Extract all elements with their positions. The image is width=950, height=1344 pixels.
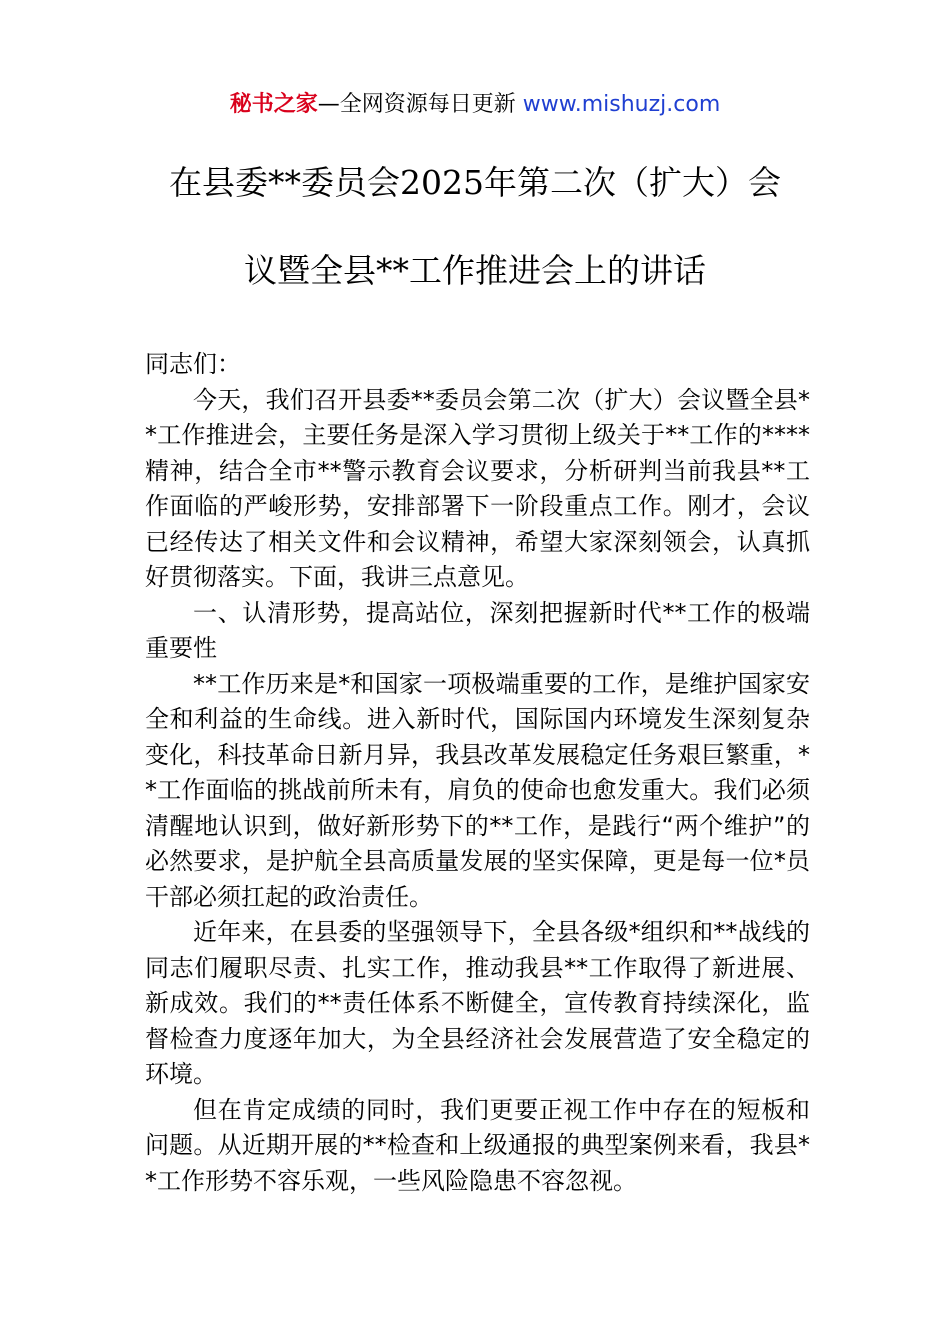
document-title-line-2: 议暨全县**工作推进会上的讲话 bbox=[244, 251, 706, 290]
document-body bbox=[145, 347, 810, 1199]
paragraph-achievements: 近年来，在县委的坚强领导下，全县各级*组织和**战线的同志们履职尽责、扎实工作，推动我县**工作取得了新进展、新成效。我们的**责任体系不断健全，宣传教育持续深化，监督检查力度逐年加大，为全县经济社会发展营造了安全稳定的环境。 bbox=[145, 918, 810, 1088]
document-title bbox=[100, 158, 850, 334]
salutation: 同志们： bbox=[145, 350, 241, 378]
site-header bbox=[0, 88, 950, 122]
paragraph-importance: **工作历来是*和国家一项极端重要的工作，是维护国家安全和利益的生命线。进入新时代，国际国内环境发生深刻复杂变化，科技革命日新月异，我县改革发展稳定任务艰巨繁重，**工作面临的挑战前所未有，肩负的使命也愈发重大。我们必须清醒地认识到，做好新形势下的**工作，是践行“两个维护”的必然要求，是护航全县高质量发展的坚实保障，更是每一位*员干部必须扛起的政治责任。 bbox=[145, 669, 810, 911]
document-title-line-1: 在县委**委员会2025年第二次（扩大）会 bbox=[169, 163, 781, 202]
paragraph-intro: 今天，我们召开县委**委员会第二次（扩大）会议暨全县**工作推进会，主要任务是深入学习贯彻上级关于**工作的****精神，结合全市**警示教育会议要求，分析研判当前我县**工作面临的严峻形势，安排部署下一阶段重点工作。刚才，会议已经传达了相关文件和会议精神，希望大家深刻领会，认真抓好贯彻落实。下面，我讲三点意见。 bbox=[145, 385, 810, 591]
site-brand: 秘书之家 bbox=[229, 92, 318, 117]
site-tagline: —全网资源每日更新 bbox=[317, 92, 523, 117]
paragraph-problems: 但在肯定成绩的同时，我们更要正视工作中存在的短板和问题。从近期开展的**检查和上级通报的典型案例来看，我县**工作形势不容乐观，一些风险隐患不容忽视。 bbox=[145, 1095, 810, 1195]
section-heading-1: 一、认清形势，提高站位，深刻把握新时代**工作的极端重要性 bbox=[145, 598, 810, 662]
site-url-link[interactable]: www.mishuzj.com bbox=[522, 92, 721, 117]
